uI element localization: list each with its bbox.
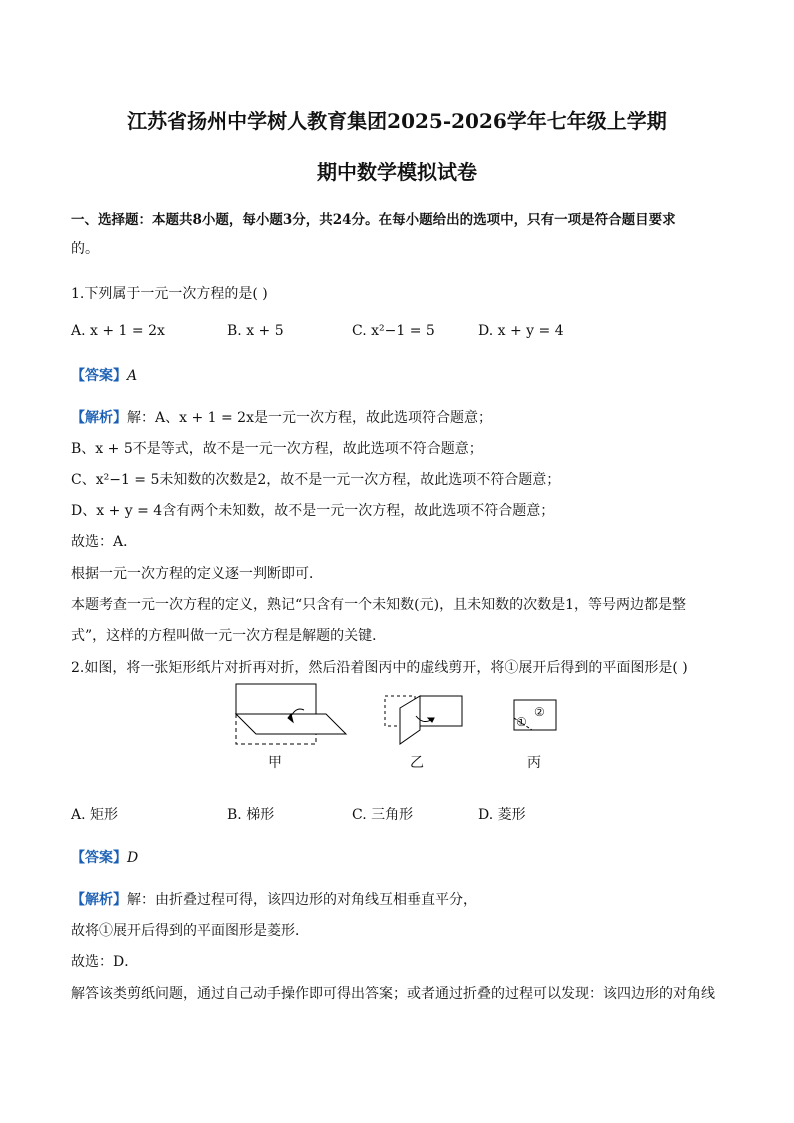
figure-jia (236, 684, 346, 744)
figure-label-bing: 丙 (527, 755, 541, 771)
q1-option-b: B. x + 5 (227, 323, 284, 339)
q1-stem: 1.下列属于一元一次方程的是( ) (71, 286, 268, 302)
answer-tag: 【答案】 (71, 850, 127, 866)
section-heading-cont: 的。 (71, 241, 99, 257)
q1-analysis-6: 根据一元一次方程的定义逐一判断即可． (71, 566, 323, 582)
page-title-line-1: 江苏省扬州中学树人教育集团2025-2026学年七年级上学期 (127, 109, 667, 133)
q2-analysis-1 (71, 889, 477, 909)
q2-figure (0, 680, 794, 770)
figure-mark-2: ② (534, 705, 545, 719)
analysis-tag: 【解析】 (71, 410, 127, 426)
q1-analysis-7: 本题考查一元一次方程的定义，熟记“只含有一个未知数(元)，且未知数的次数是1，等号两边都是整 (71, 597, 686, 613)
q1-option-c: C. x²−1 = 5 (352, 323, 435, 339)
q1-analysis-text-1: 解：A、x + 1 = 2x是一元一次方程，故此选项符合题意； (127, 410, 492, 426)
figure-mark-1: ① (516, 715, 527, 729)
q1-analysis-5: 故选：A． (71, 534, 138, 550)
figure-yi (385, 696, 462, 744)
figure-label-jia: 甲 (268, 755, 282, 771)
q1-analysis-3: C、x²−1 = 5未知数的次数是2，故不是一元一次方程，故此选项不符合题意； (71, 472, 561, 488)
q1-analysis-1 (71, 407, 492, 427)
q1-analysis-2: B、x + 5不是等式，故不是一元一次方程，故此选项不符合题意； (71, 441, 483, 457)
q2-option-b: B. 梯形 (227, 807, 275, 823)
q2-stem: 2.如图，将一张矩形纸片对折再对折，然后沿着图丙中的虚线剪开，将①展开后得到的平面图形是( ) (71, 660, 688, 676)
q2-option-d: D. 菱形 (478, 807, 526, 823)
q2-option-c: C. 三角形 (352, 807, 414, 823)
q1-option-a: A. x + 1 = 2x (71, 323, 165, 339)
answer-tag: 【答案】 (71, 368, 127, 384)
section-heading: 一、选择题：本题共8小题，每小题3分，共24分。在每小题给出的选项中，只有一项是符合题目要求 (71, 212, 676, 228)
q2-answer (71, 847, 138, 867)
figure-label-yi: 乙 (410, 755, 424, 771)
q1-option-d: D. x + y = 4 (478, 323, 564, 339)
q2-option-a: A. 矩形 (71, 807, 119, 823)
q2-answer-value: D (127, 850, 139, 866)
page-title-line-2: 期中数学模拟试卷 (317, 160, 477, 184)
q2-analysis-4: 解答该类剪纸问题，通过自己动手操作即可得出答案；或者通过折叠的过程可以发现：该四边形的对角线 (71, 986, 715, 1002)
q1-answer-value: A (127, 368, 138, 384)
q1-analysis-8: 式”，这样的方程叫做一元一次方程是解题的关键． (71, 628, 387, 644)
q1-analysis-4: D、x + y = 4含有两个未知数，故不是一元一次方程，故此选项不符合题意； (71, 503, 555, 519)
analysis-tag: 【解析】 (71, 892, 127, 908)
q2-analysis-2: 故将①展开后得到的平面图形是菱形． (71, 923, 309, 939)
q1-answer (71, 365, 137, 385)
q2-analysis-text-1: 解：由折叠过程可得，该四边形的对角线互相垂直平分， (127, 892, 477, 908)
q2-analysis-3: 故选：D． (71, 954, 139, 970)
